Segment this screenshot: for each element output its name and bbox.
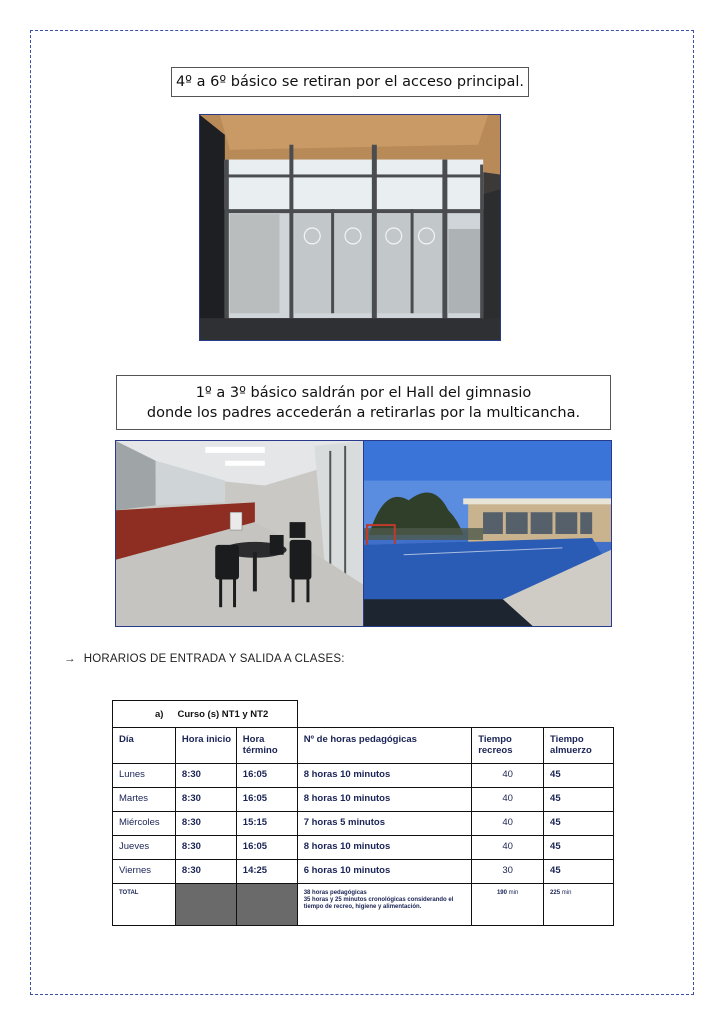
cell-start: 8:30 (175, 836, 236, 860)
cell-end: 15:15 (236, 812, 297, 836)
table-total-row (113, 884, 614, 926)
gym-hall-caption-line2: donde los padres accederán a retirarlas por la multicancha. (146, 404, 581, 421)
total-recess-cell (472, 884, 544, 926)
gym-hall-photo (115, 440, 364, 627)
arrow-right-icon: → (64, 653, 76, 665)
total-lunch-value: 225 (550, 890, 561, 896)
table-row (113, 764, 614, 788)
cell-start: 8:30 (175, 764, 236, 788)
cell-hours: 7 horas 5 minutos (297, 812, 472, 836)
cell-recess: 40 (472, 764, 544, 788)
total-end-empty (236, 884, 297, 926)
schedule-heading (64, 653, 345, 665)
cell-end: 16:05 (236, 836, 297, 860)
header-day: Día (113, 728, 176, 764)
cell-day: Lunes (113, 764, 176, 788)
total-hours-line1: 38 horas pedagógicas (303, 890, 367, 896)
header-pedagogical-hours: Nº de horas pedagógicas (297, 728, 472, 764)
cell-end: 14:25 (236, 860, 297, 884)
cell-lunch: 45 (544, 836, 614, 860)
cell-recess: 40 (472, 836, 544, 860)
cell-start: 8:30 (175, 812, 236, 836)
header-lunch-time: Tiempo almuerzo (544, 728, 614, 764)
total-hours-cell (297, 884, 472, 926)
main-access-caption-text: 4º a 6º básico se retiran por el acceso principal. (175, 74, 525, 90)
cell-lunch: 45 (544, 860, 614, 884)
total-hours-line2: 35 horas y 25 minutos cronológicas considerando el tiempo de recreo, higiene y alimentación. (303, 897, 454, 910)
total-recess-value: 190 (496, 890, 507, 896)
cell-day: Viernes (113, 860, 176, 884)
cell-hours: 8 horas 10 minutos (297, 836, 472, 860)
table-row (113, 860, 614, 884)
course-letter: a) (155, 709, 164, 720)
cell-recess: 40 (472, 812, 544, 836)
gym-hall-caption-line1: 1º a 3º básico saldrán por el Hall del gimnasio (195, 384, 532, 401)
cell-day: Miércoles (113, 812, 176, 836)
cell-hours: 6 horas 10 minutos (297, 860, 472, 884)
table-row (113, 836, 614, 860)
cell-start: 8:30 (175, 788, 236, 812)
total-start-empty (175, 884, 236, 926)
cell-lunch: 45 (544, 764, 614, 788)
schedule-table (112, 727, 614, 926)
header-recess-time: Tiempo recreos (472, 728, 544, 764)
multicourt-photo (363, 440, 612, 627)
cell-hours: 8 horas 10 minutos (297, 788, 472, 812)
total-lunch-unit: min (561, 890, 572, 896)
table-row (113, 812, 614, 836)
cell-hours: 8 horas 10 minutos (297, 764, 472, 788)
cell-recess: 30 (472, 860, 544, 884)
course-label-cell (112, 700, 298, 728)
header-start-time: Hora inicio (175, 728, 236, 764)
table-header-row (113, 728, 614, 764)
total-recess-unit: min (508, 890, 519, 896)
cell-day: Martes (113, 788, 176, 812)
total-label: TOTAL (113, 884, 176, 926)
cell-day: Jueves (113, 836, 176, 860)
total-lunch-cell (544, 884, 614, 926)
gym-hall-caption (116, 375, 611, 430)
main-access-caption (171, 67, 529, 97)
cell-lunch: 45 (544, 788, 614, 812)
cell-end: 16:05 (236, 764, 297, 788)
cell-start: 8:30 (175, 860, 236, 884)
course-name: Curso (s) NT1 y NT2 (177, 709, 269, 720)
schedule-heading-text: HORARIOS DE ENTRADA Y SALIDA A CLASES: (83, 653, 345, 665)
cell-end: 16:05 (236, 788, 297, 812)
header-end-time: Hora término (236, 728, 297, 764)
cell-lunch: 45 (544, 812, 614, 836)
cell-recess: 40 (472, 788, 544, 812)
table-row (113, 788, 614, 812)
main-entrance-photo (199, 114, 501, 341)
